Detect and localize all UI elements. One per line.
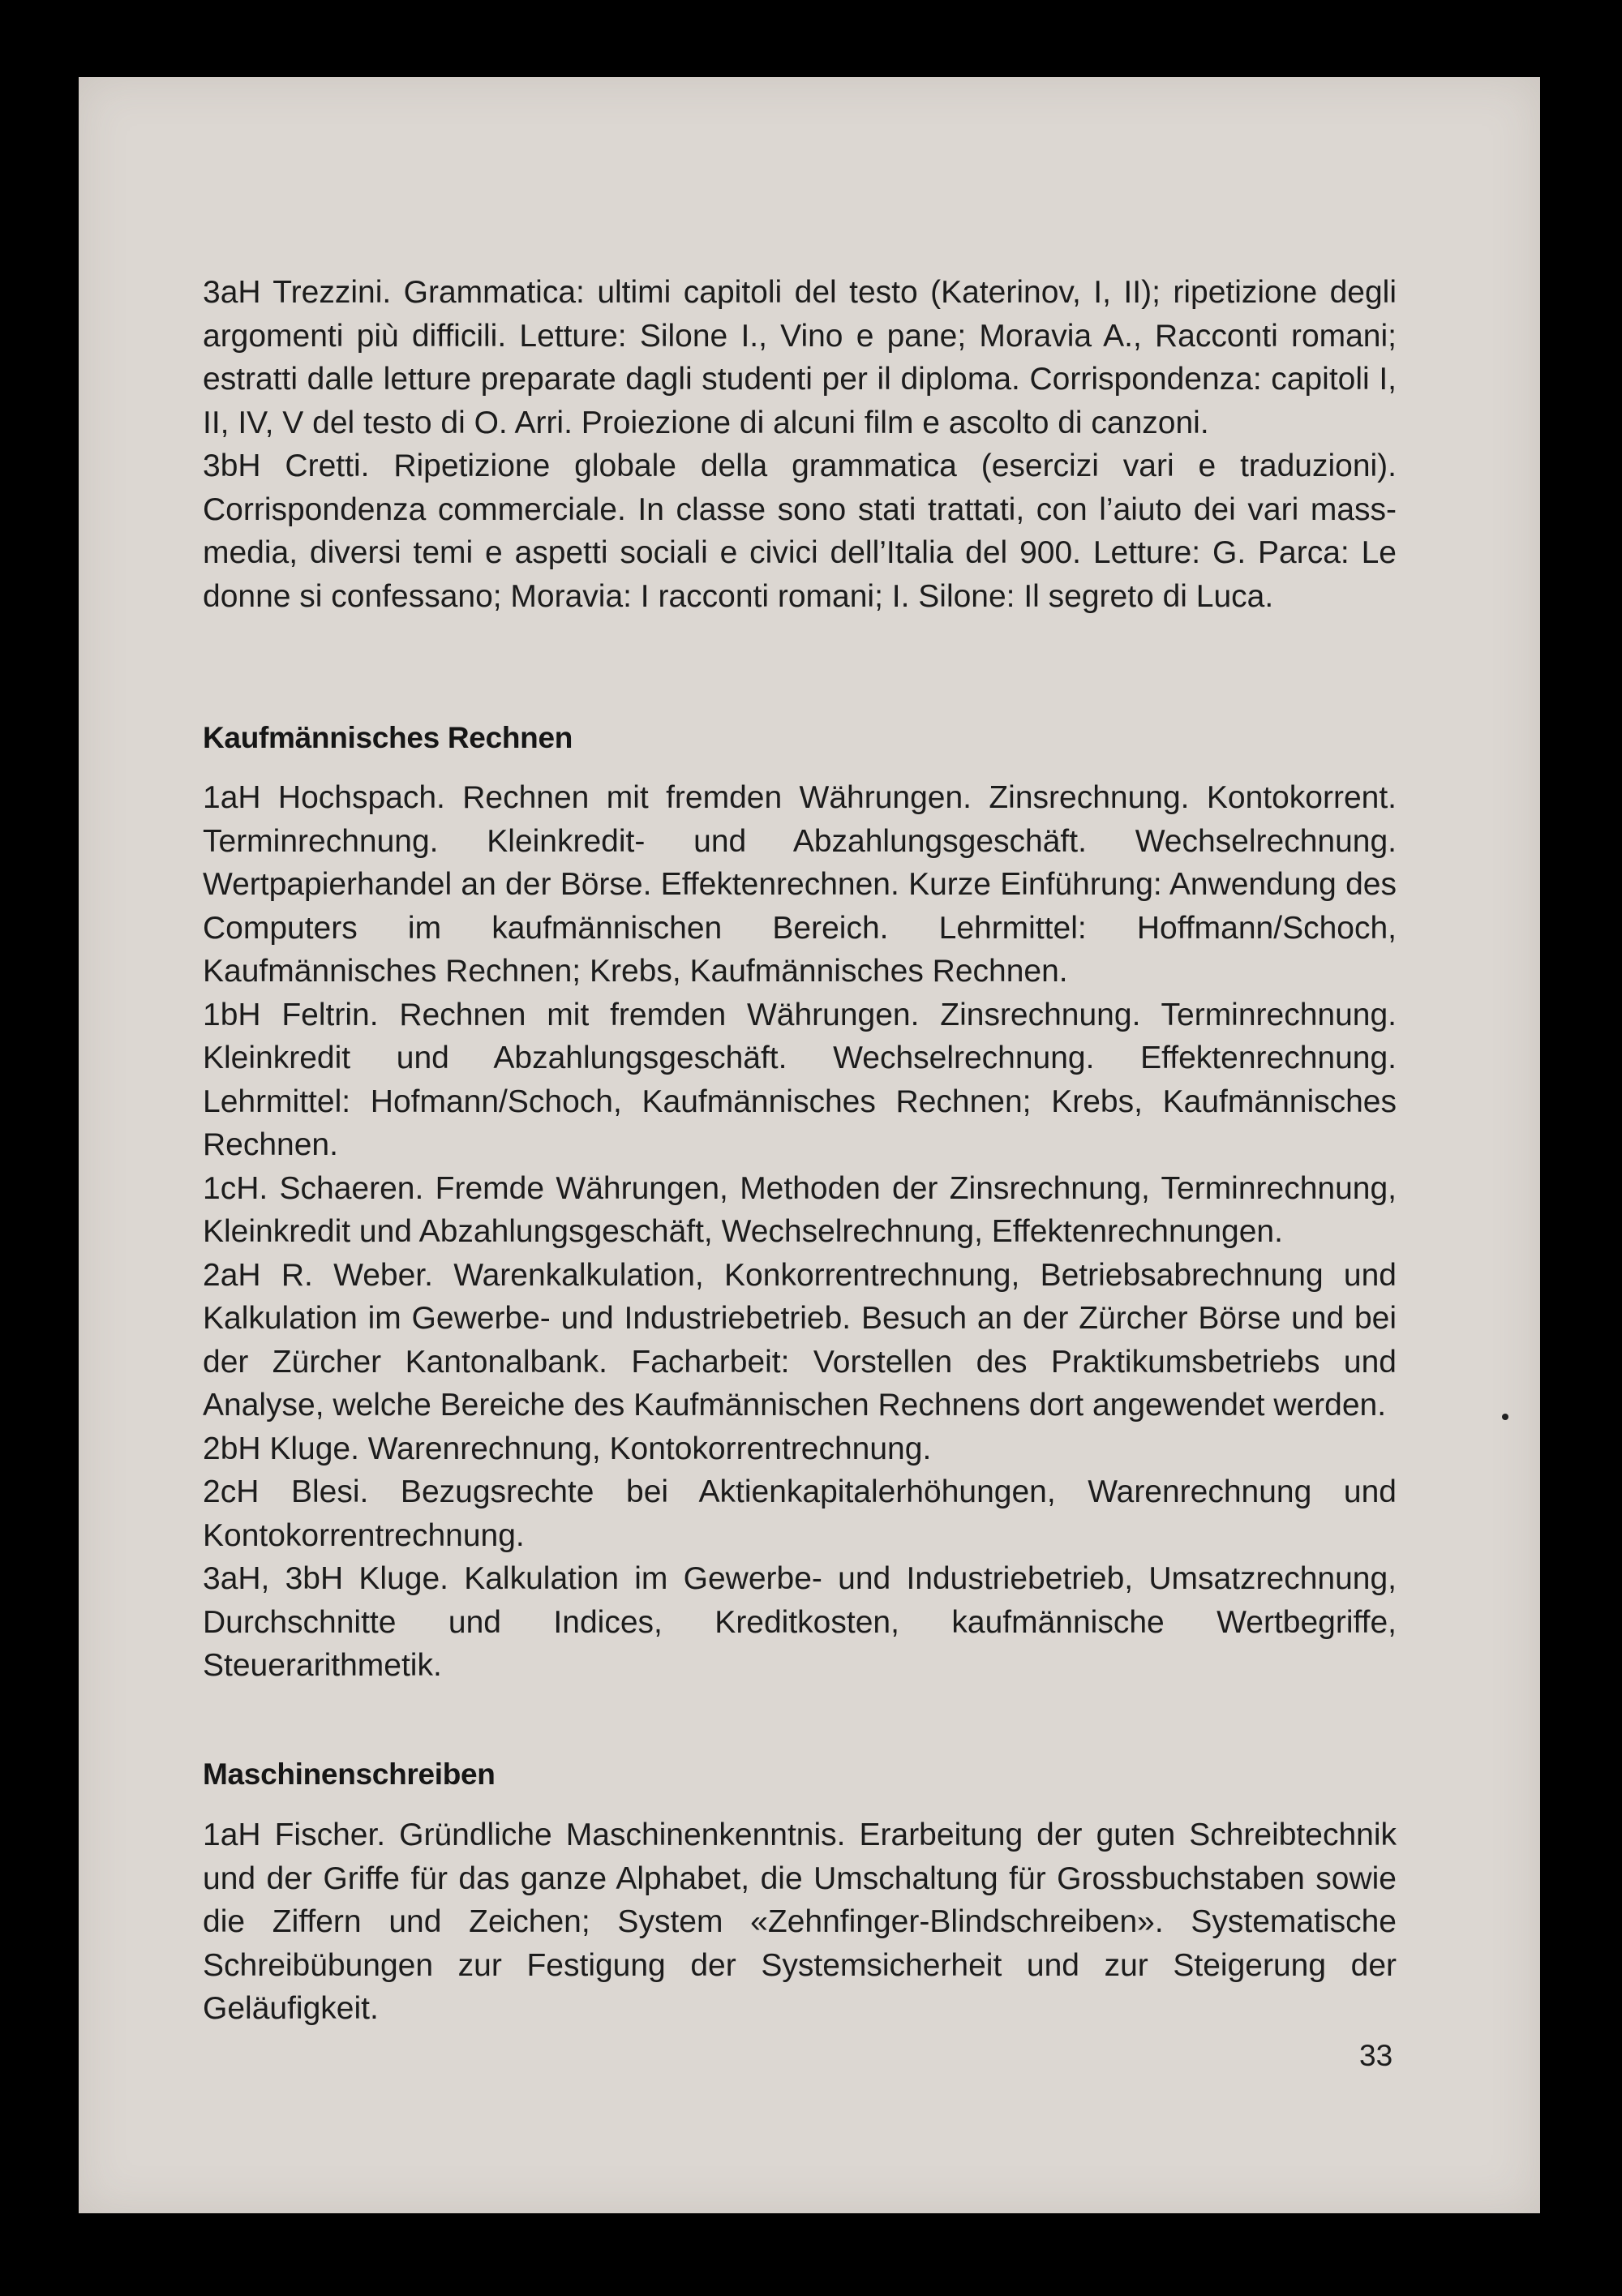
paragraph-2ch-blesi: 2cH Blesi. Bezugsrechte bei Aktienkapitalerhöhungen, Warenrechnung und Kontokorrentrechnung. [203, 1474, 1397, 1553]
paragraph-3ah-3bh-kluge: 3aH, 3bH Kluge. Kalkulation im Gewerbe- und Industriebetrieb, Umsatzrechnung, Durchschnitte und Indices, Kreditkosten, kaufmännische Wertbegriffe, Steuerarithmetik. [203, 1561, 1397, 1683]
kaufmaennisches-rechnen-section [203, 776, 1397, 1688]
paragraph-2ah-weber: 2aH R. Weber. Warenkalkulation, Konkorrentrechnung, Betriebsabrechnung und Kalkulation im Gewerbe- und Industriebetrieb. Besuch an der Zürcher Börse und bei der Zürcher Kantonalbank. Facharbeit: Vorstellen des Praktikumsbetriebs und Analyse, welche Bereiche des Kaufmännischen Rechnens dort angewendet werden. [203, 1257, 1397, 1423]
heading-maschinenschreiben: Maschinenschreiben [203, 1757, 496, 1791]
paragraph-2bh-kluge: 2bH Kluge. Warenrechnung, Kontokorrentrechnung. [203, 1431, 932, 1466]
paragraph-3ah-trezzini: 3aH Trezzini. Grammatica: ultimi capitoli del testo (Katerinov, I, II); ripetizione degli argomenti più difficili. Letture: Silone I., Vino e pane; Moravia A., Racconti romani; estratti dalle letture preparate dagli studenti per il diploma. Corrispondenza: capitoli I, II, IV, V del testo di O. Arri. Proiezione di alcuni film e ascolto di canzoni. [203, 275, 1397, 440]
paragraph-1ah-hochspach: 1aH Hochspach. Rechnen mit fremden Währungen. Zinsrechnung. Kontokorrent. Terminrechnung. Kleinkredit- und Abzahlungsgeschäft. Wechselrechnung. Wertpapierhandel an der Börse. Effektenrechnen. Kurze Einführung: Anwendung des Computers im kaufmännischen Bereich. Lehrmittel: Hoffmann/Schoch, Kaufmännisches Rechnen; Krebs, Kaufmännisches Rechnen. [203, 780, 1397, 989]
maschinenschreiben-section [203, 1813, 1397, 2031]
paper-speck [1502, 1414, 1508, 1420]
paragraph-1ah-fischer: 1aH Fischer. Gründliche Maschinenkenntnis. Erarbeitung der guten Schreibtechnik und der Griffe für das ganze Alphabet, die Umschaltung für Grossbuchstaben sowie die Ziffern und Zeichen; System «Zehnfinger-Blindschreiben». Systematische Schreibübungen zur Festigung der Systemsicherheit und zur Steigerung der Geläufigkeit. [203, 1817, 1397, 2026]
heading-kaufmaennisches-rechnen: Kaufmännisches Rechnen [203, 721, 573, 754]
paragraph-1ch-schaeren: 1cH. Schaeren. Fremde Währungen, Methoden der Zinsrechnung, Terminrechnung, Kleinkredit und Abzahlungsgeschäft, Wechselrechnung, Effektenrechnungen. [203, 1170, 1397, 1249]
italian-section [203, 271, 1397, 618]
paragraph-3bh-cretti: 3bH Cretti. Ripetizione globale della grammatica (esercizi vari e traduzioni). Corrispondenza commerciale. In classe sono stati trattati, con l’aiuto dei vari mass-media, diversi temi e aspetti sociali e civici dell’Italia del 900. Letture: G. Parca: Le donne si confessano; Moravia: I racconti romani; I. Silone: Il segreto di Luca. [203, 448, 1397, 614]
page-number: 33 [1359, 2039, 1393, 2072]
paragraph-1bh-feltrin: 1bH Feltrin. Rechnen mit fremden Währungen. Zinsrechnung. Terminrechnung. Kleinkredit und Abzahlungsgeschäft. Wechselrechnung. Effektenrechnung. Lehrmittel: Hofmann/Schoch, Kaufmännisches Rechnen; Krebs, Kaufmännisches Rechnen. [203, 997, 1397, 1162]
